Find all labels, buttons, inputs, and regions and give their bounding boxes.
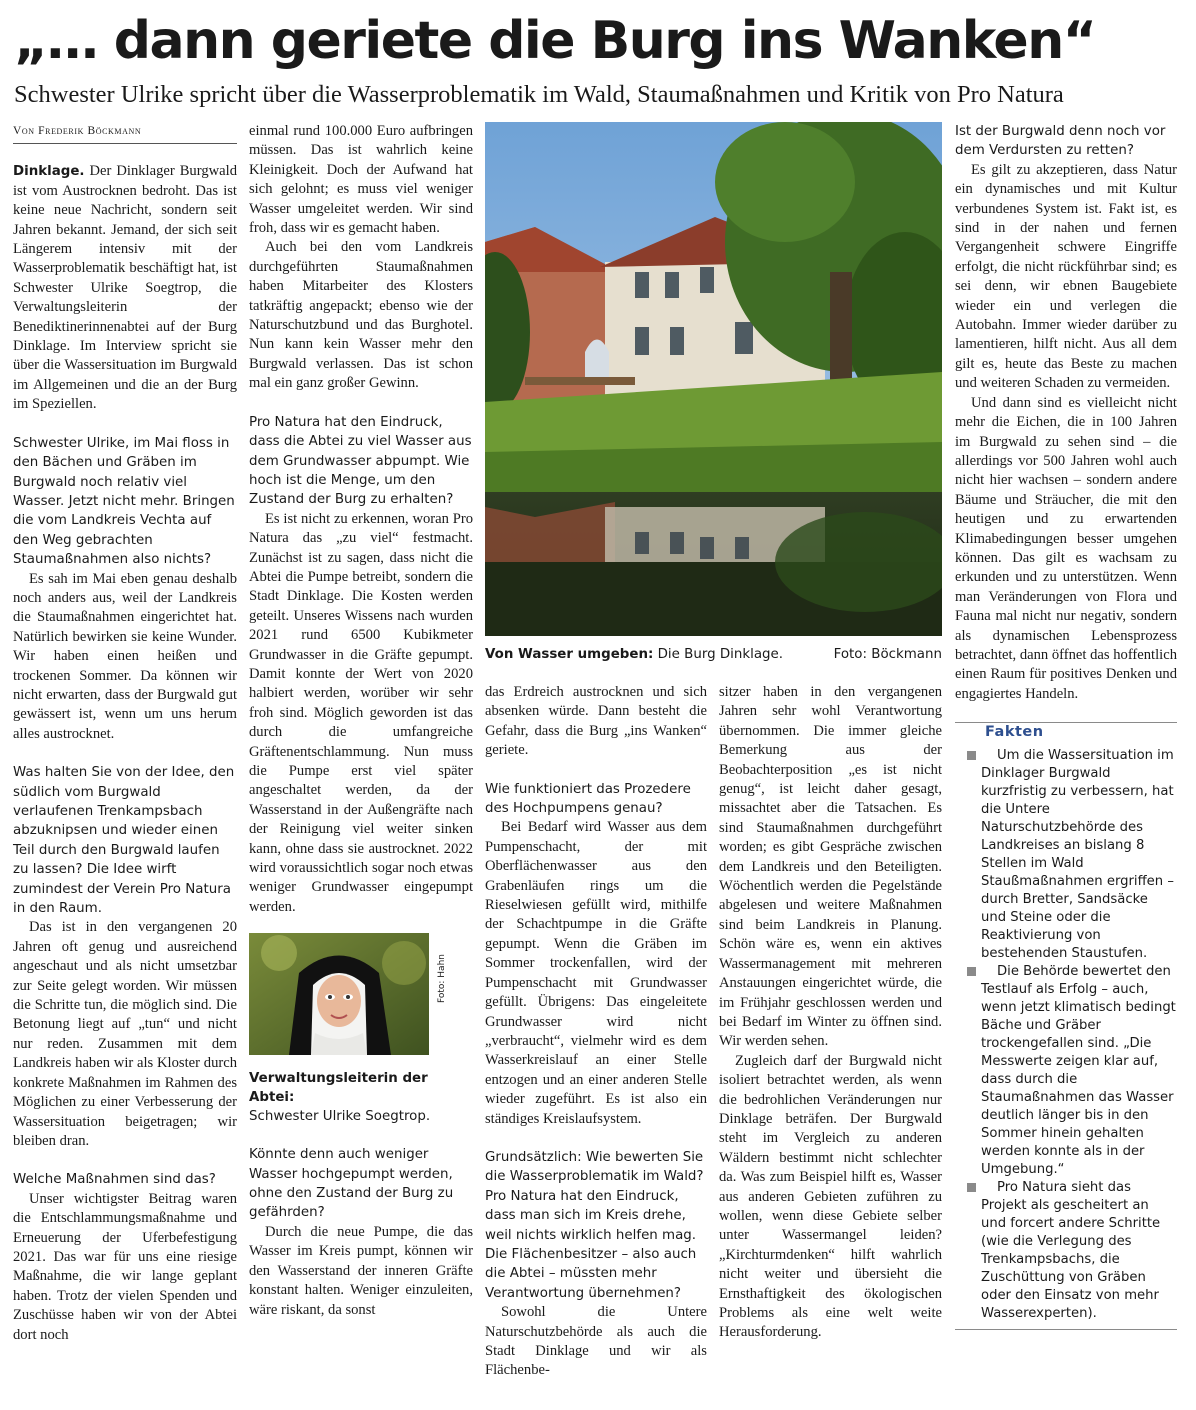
column-1 — [13, 122, 237, 1345]
column-3 — [485, 683, 707, 1381]
column-5 — [955, 122, 1177, 1330]
facts-title: Fakten — [979, 723, 1050, 742]
answer: Und dann sind es vielleicht nicht mehr die Eichen, die in 100 Jahren im Burgwald zu sehen sind – die allerdings vor 500 Jahren wohl auch nicht hier wachsen – sondern andere Bäume und Sträucher, die mit den heutigen und zu erwartenden Klimabedingungen besser umgehen können. Das gilt es wachsam zu erkunden und zu unterstützen. Wenn man Veränderungen von Flora und Fauna mal nicht nur negativ, sondern als dynamischen Lebensprozess betrachtet, dann öffnet das hoffentlich einen Raum für positives Denken und engagiertes Handeln. — [955, 394, 1177, 702]
square-bullet-icon — [967, 751, 976, 760]
portrait-caption-bold: Verwaltungsleiterin der Abtei: — [249, 1071, 428, 1106]
castle-photo — [485, 122, 942, 636]
portrait-credit: Foto: Hahn — [437, 954, 447, 1004]
answer: Auch bei den vom Landkreis durchgeführten Staumaßnahmen haben Mitarbeiter des Klosters tatkräftig angepackt; ebenso wie der Naturschutzbund und das Burghotel. Nun kann kein Wasser mehr den Burgwald verlassen. Das ist schon mal ein ganz großer Gewinn. — [249, 239, 473, 392]
byline: Von Frederik Böckmann — [13, 122, 237, 144]
question: Was halten Sie von der Idee, den südlich vom Burgwald verlaufenen Trenkampsbach abzuknipsen und wieder einen Teil durch den Burgwald laufen zu lassen? Die Idee wirft zumindest der Verein Pro Natura in den Raum. — [13, 765, 235, 917]
portrait-caption — [249, 1069, 473, 1126]
question: Pro Natura hat den Eindruck, dass die Abtei zu viel Wasser aus dem Grundwasser abpumpt. Wie hoch ist die Menge, um den Zustand der Burg zu erhalten? — [249, 414, 472, 508]
photo-caption-text — [485, 646, 783, 664]
answer-continued: einmal rund 100.000 Euro aufbringen müssen. Das ist wahrlich keine Kleinigkeit. Doch der Aufwand hat sich gelohnt; es muss viel weniger Wasser umgeleitet werden. Wir sind froh, dass wir es gemacht haben. — [249, 123, 473, 237]
answer: Bei Bedarf wird Wasser aus dem Pumpenschacht, der mit Oberflächenwasser aus den Grabenläufen rings um die Rieselwiesen gefüllt wird, mithilfe der Schachtpumpe in die Gräfte gepumpt. Wenn die Gräben im Sommer trockenfallen, wird der Pumpenschacht mit Grundwasser gefüllt. Übrigens: Das eingeleitete Grundwasser wird nicht „verbraucht“, vielmehr wird es dem Wasserkreislauf an einer Stelle entzogen und an einer anderen Stelle wieder zugeführt. Es ist also ein ständiges Kreislaufsystem. — [485, 819, 707, 1127]
answer: Sowohl die Untere Naturschutzbehörde als auch die Stadt Dinklage und wir als Flächenbe- — [485, 1304, 707, 1379]
question: Wie funktioniert das Prozedere des Hochpumpens genau? — [485, 781, 691, 817]
article-subheadline: Schwester Ulrike spricht über die Wasserproblematik im Wald, Staumaßnahmen und Kritik von Pro Natura — [14, 81, 1064, 108]
question: Schwester Ulrike, im Mai floss in den Bächen und Gräben im Burgwald noch relativ viel Wasser. Jetzt nicht mehr. Bringen die vom Landkreis Vechta auf den Weg gebrachten Staumaßnahmen also nichts? — [13, 435, 235, 568]
fact-item — [955, 1179, 1177, 1323]
answer: Zugleich darf der Burgwald nicht isoliert betrachtet werden, als wenn die bedrohlichen Veränderungen nur Dinklage beträfen. Der Burgwald steht im Vergleich zu anderen Wäldern bestimmt nicht schlechter da. Was zum Beispiel hilft es, Wasser aus anderen Gebieten zuführen zu wollen, wenn diese Gebiete selber unter Wassermangel leiden? „Kirchturmdenken“ hilft wahrlich nicht weiter und übersieht die Ernsthaftigkeit des ökologischen Problems als eine welt weite Herausforderung. — [719, 1052, 942, 1341]
answer: Das ist in den vergangenen 20 Jahren oft genug und ausreichend angeschaut und als nicht umsetzbar zur Seite gelegt worden. Wir müssen die Schritte tun, die möglich sind. Die Betonung liegt auf „tun“ und nicht nur reden. Zusammen mit dem Landkreis haben wir als Kloster durch konkrete Maßnahmen im Rahmen des Möglichen zu einer Verbesserung der Wassersituation beigetragen; wir bleiben dran. — [13, 919, 237, 1149]
portrait-figure — [249, 933, 473, 1055]
photo-caption-body: Die Burg Dinklage. — [657, 647, 784, 662]
square-bullet-icon — [967, 967, 976, 976]
intro-text: Der Dinklager Burgwald ist vom Austrocknen bedroht. Das ist keine neue Nachricht, sondern seit Jahren bekannt. Jemand, der sich seit Längerem intensiv mit der Wasserproblematik beschäftigt hat, ist Schwester Ulrike Soegtrop, die Verwaltungsleiterin der Benediktinerinnenabtei auf der Burg Dinklage. Im Interview spricht sie über die Wassersituation im Burgwald im Allgemeinen und die an der Burg im Speziellen. — [13, 163, 237, 413]
dateline: Dinklage. — [13, 164, 85, 180]
photo-credit: Foto: Böckmann — [833, 647, 942, 662]
answer: Unser wichtigster Beitrag waren die Entschlammungsmaßnahme und Erneuerung der Uferbefestigung 2021. Das war für uns eine riesige Maßnahme, die wir lange geplant haben. Trotz der vielen Spenden und Zuschüsse haben wir von der Abtei dort noch — [13, 1190, 237, 1343]
photo-caption-bold: Von Wasser umgeben: — [485, 647, 654, 662]
answer: Es ist nicht zu erkennen, woran Pro Natura das „zu viel“ festmacht. Zunächst ist zu sagen, dass nicht die Abtei die Pumpe betreibt, sondern die Stadt Dinklage. Die Kosten werden geteilt. Unseres Wissens nach wurden 2021 rund 6500 Kubikmeter Grundwasser in die Gräfte gepumpt. Damit konnte der Wert von 2020 halbiert werden, worüber wir sehr froh sind. Möglich geworden ist das durch die umfangreiche Gräftenentschlammung. Nun muss die Pumpe erst viel später angeschaltet werden, da der Wasserstand in der Außengräfte nach der Reinigung viel weiter sinken kann, ohne dass sie austrocknet. 2022 wird voraussichtlich sogar noch etwas weniger Grundwasser eingepumpt werden. — [249, 510, 473, 915]
facts-divider — [955, 1329, 1177, 1330]
question: Ist der Burgwald denn noch vor dem Verdursten zu retten? — [955, 124, 1166, 159]
question: Grundsätzlich: Wie bewerten Sie die Wasserproblematik im Wald? Pro Natura hat den Eindruck, dass man sich im Kreis drehe, weil nichts wirklich helfen mag. Die Flächenbesitzer – also auch die Abtei – müssten mehr Verantwortung übernehmen? — [485, 1149, 704, 1301]
intro-paragraph — [13, 162, 237, 414]
portrait-caption-text: Schwester Ulrike Soegtrop. — [249, 1109, 431, 1125]
fact-item — [955, 963, 1177, 1179]
fact-text: Die Behörde bewertet den Testlauf als Erfolg – auch, wenn jetzt klimatisch bedingt Bäche und Gräber trockengefallen sind. „Die Messwerte zeigen klar auf, dass durch die Staumaßnahmen das Wasser deutlich länger bis in den Sommer hinein gehalten werden konnte als in der Umgebung.“ — [981, 963, 1176, 1177]
answer: Durch die neue Pumpe, die das Wasser im Kreis pumpt, können wir den Wasserstand der inneren Gräfte konstant halten. Weniger einzuleiten, wäre riskant, da sonst — [249, 1223, 473, 1318]
question: Könnte denn auch weniger Wasser hochgepumpt werden, ohne den Zustand der Burg zu gefährden? — [249, 1147, 454, 1221]
fact-text: Um die Wassersituation im Dinklager Burgwald kurzfristig zu verbessern, hat die Untere Naturschutzbehörde des Landkreises an bislang 8 Stellen im Wald Staußmaßnahmen ergriffen – durch Bretter, Sandsäcke und Steine oder die Reaktivierung von bestehenden Staustufen. — [981, 747, 1174, 961]
column-2 — [249, 122, 473, 1320]
question: Welche Maßnahmen sind das? — [13, 1172, 216, 1188]
column-4 — [719, 683, 942, 1343]
article-headline: „… dann geriete die Burg ins Wanken“ — [14, 11, 1096, 71]
portrait-photo — [249, 933, 429, 1055]
answer-continued: das Erdreich austrocknen und sich absenken würde. Dann besteht die Gefahr, dass die Burg „ins Wanken“ geriete. — [485, 684, 707, 759]
answer: Es sah im Mai eben genau deshalb noch anders aus, weil der Landkreis die Staumaßnahmen eingerichtet hat. Natürlich bewirken sie keine Wunder. Wir haben einen heißen und trockenen Sommer. Da können wir nicht erwarten, dass der Burgwald gut gewässert ist, wenn um uns herum alles austrocknet. — [13, 570, 237, 742]
photo-caption — [485, 646, 942, 664]
answer-continued: sitzer haben in den vergangenen Jahren sehr wohl Verantwortung übernommen. Die immer gleiche Bemerkung aus der Beobachterposition „es ist nicht genug“, ist leicht daher gesagt, missachtet aber die Tatsachen. Es sind Staumaßnahmen durchgeführt worden; es gibt Gespräche zwischen dem Landkreis und den Beteiligten. Wöchentlich werden die Pegelstände abgelesen und weitere Maßnahmen sind beim Landkreis in Planung. Schön wäre es, wenn ein aktives Wassermanagement mit mehreren Anstauungen eingerichtet würde, die im Frühjahr geschlossen werden und bei Bedarf im Winter zu öffnen sind. Wir werden sehen. — [719, 684, 942, 1050]
facts-box — [955, 722, 1177, 1329]
fact-text: Pro Natura sieht das Projekt als gescheitert an und forcert andere Schritte (wie die Verlegung des Trenkampsbachs, die Zuschüttung von Gräben oder den Einsatz von mehr Wasserexperten). — [981, 1179, 1161, 1321]
answer: Es gilt zu akzeptieren, dass Natur ein dynamisches und mit Kultur verbundenes System ist. Fakt ist, es sind in der nahen und fernen Vergangenheit schwere Eingriffe erfolgt, die nicht rückführbar sind; es sei denn, wir ebnen Baugebiete wieder ein und verlegen die Autobahn. Immer wieder darüber zu lamentieren, hilft nicht. Aus all dem gilt es, heute das Beste zu machen und weiteren Schaden zu vermeiden. — [955, 161, 1177, 392]
square-bullet-icon — [967, 1183, 976, 1192]
fact-item — [955, 747, 1177, 963]
